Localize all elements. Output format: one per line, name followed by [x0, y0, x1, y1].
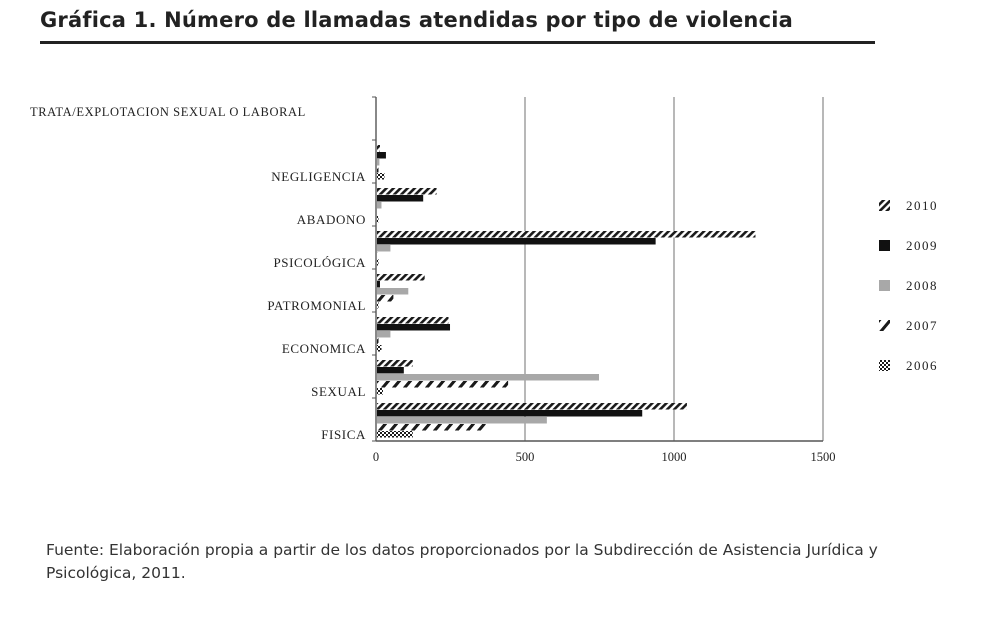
bar-2006-2: [377, 345, 381, 352]
x-tick-label: 1500: [810, 450, 836, 464]
legend-swatch-2007: [879, 320, 890, 331]
legend-label: 2006: [906, 358, 938, 373]
category-label: FISICA: [321, 427, 366, 442]
legend-label: 2008: [906, 278, 938, 293]
bar-2009-4: [377, 238, 656, 245]
category-label: ABADONO: [296, 212, 366, 227]
bar-2009-1: [377, 367, 404, 374]
bar-2010-0: [377, 403, 687, 410]
bar-2008-6: [377, 159, 379, 166]
bar-2010-1: [377, 360, 413, 367]
page-title: Gráfica 1. Número de llamadas atendidas por tipo de violencia: [40, 8, 793, 32]
bar-2009-3: [377, 281, 380, 288]
legend-label: 2009: [906, 238, 938, 253]
category-label: SEXUAL: [311, 384, 366, 399]
legend-swatch-2008: [879, 280, 890, 291]
x-tick-label: 500: [515, 450, 535, 464]
legend-label: 2007: [906, 318, 938, 333]
legend-swatch-2006: [879, 360, 890, 371]
bar-2009-2: [377, 324, 450, 331]
bar-2007-1: [377, 381, 508, 388]
bar-2006-6: [377, 173, 384, 180]
x-tick-label: 0: [372, 450, 380, 464]
source-note: Fuente: Elaboración propia a partir de los datos proporcionados por la Subdirección de Asistencia Jurídica y Psicológica, 2011.: [46, 541, 878, 582]
bar-2009-0: [377, 410, 642, 417]
legend-label: 2010: [906, 198, 938, 213]
legend-swatch-2009: [879, 240, 890, 251]
bar-2007-4: [377, 252, 378, 259]
bar-2007-2: [377, 338, 378, 345]
category-label: NEGLIGENCIA: [271, 169, 366, 184]
bar-2010-6: [377, 145, 380, 152]
bar-2008-5: [377, 202, 381, 209]
bar-2007-6: [377, 166, 378, 173]
bar-2010-4: [377, 231, 755, 238]
bar-2009-5: [377, 195, 423, 202]
bar-2008-4: [377, 245, 390, 252]
bar-2008-0: [377, 417, 547, 424]
bar-2006-4: [377, 259, 378, 266]
bar-2008-2: [377, 331, 390, 338]
bar-2006-0: [377, 431, 413, 438]
bar-2008-3: [377, 288, 408, 295]
bar-2006-3: [377, 302, 378, 309]
bar-2010-2: [377, 317, 449, 324]
category-label: ECONOMICA: [281, 341, 366, 356]
bar-2007-3: [377, 295, 393, 302]
bar-2008-1: [377, 374, 599, 381]
x-tick-label: 1000: [661, 450, 687, 464]
bar-2010-5: [377, 188, 437, 195]
legend-swatch-2010: [879, 200, 890, 211]
bar-2009-6: [377, 152, 386, 159]
bar-2006-1: [377, 388, 383, 395]
category-label: PSICOLÓGICA: [273, 255, 366, 270]
category-label: TRATA/EXPLOTACION SEXUAL O LABORAL: [30, 105, 306, 119]
category-label: PATROMONIAL: [267, 298, 366, 313]
bar-2010-3: [377, 274, 425, 281]
bar-2007-0: [377, 424, 486, 431]
bar-2006-5: [377, 216, 378, 223]
